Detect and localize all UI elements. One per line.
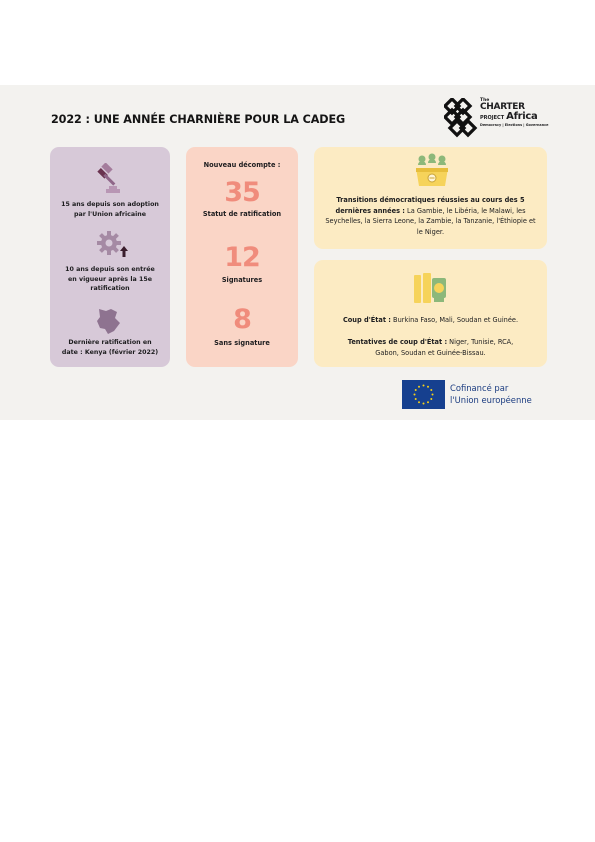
logo-the: The: [480, 98, 490, 103]
kenya-map-icon: [94, 305, 124, 335]
ratification-number: 35: [224, 177, 260, 208]
coup-attempts-countries: Niger, Tunisie, RCA, Gabon, Soudan et Guinée-Bissau.: [375, 338, 514, 357]
gear-arrow-icon: [94, 229, 130, 263]
coup-text: [322, 315, 539, 326]
transitions-text: [324, 195, 537, 237]
milestone-entry-into-force: 10 ans depuis son entrée en vigueur après la 15e ratification: [65, 266, 155, 292]
transitions-card: [314, 147, 547, 249]
milestone-adoption: 15 ans depuis son adoption par l'Union africaine: [61, 201, 159, 218]
logo-charter: CHARTER: [480, 102, 525, 112]
ballot-box-icon: [413, 152, 451, 190]
coup-attempts-heading: Tentatives de coup d'État :: [347, 338, 448, 346]
transitions-countries: La Gambie, le Libéria, le Malawi, les Seychelles, la Sierra Leone, la Zambie, la Tanzanie, l'Éthiopie et le Niger.: [325, 206, 536, 236]
count-card: [186, 147, 298, 367]
ratification-label: Statut de ratification: [202, 210, 282, 218]
eu-cofinancing-text: [450, 382, 532, 406]
logo-project: PROJECT: [480, 115, 505, 121]
page-title: 2022 : UNE ANNÉE CHARNIÈRE POUR LA CADEG: [51, 113, 346, 126]
logo-knot-icon: [444, 98, 478, 138]
logo-africa: Africa: [506, 111, 538, 122]
no-signature-label: Sans signature: [214, 339, 270, 347]
milestones-card: [50, 147, 170, 367]
eu-line-2: l'Union européenne: [450, 395, 532, 405]
eu-flag: [402, 380, 445, 409]
signatures-number: 12: [224, 242, 260, 273]
logo-tagline: Democracy | Elections | Governance: [480, 123, 549, 127]
coup-heading: Coup d'État :: [342, 316, 391, 324]
transitions-heading: Transitions démocratiques réussies au cours des 5 dernières années :: [335, 196, 525, 215]
no-signature-number: 8: [233, 304, 251, 335]
milestone-last-ratification: Dernière ratification en date : Kenya (février 2022): [61, 339, 159, 356]
count-heading: Nouveau décompte :: [203, 161, 281, 169]
documents-icon: [412, 270, 450, 308]
gavel-icon: [94, 163, 126, 195]
signatures-label: Signatures: [221, 276, 263, 284]
eu-line-1: Cofinancé par: [450, 383, 509, 393]
coup-attempts-text: [322, 337, 539, 358]
coups-card: [314, 260, 547, 367]
charter-project-africa-logo: [444, 98, 554, 138]
eu-stars-icon: [402, 380, 445, 409]
coup-countries: Burkina Faso, Mali, Soudan et Guinée.: [390, 316, 519, 324]
